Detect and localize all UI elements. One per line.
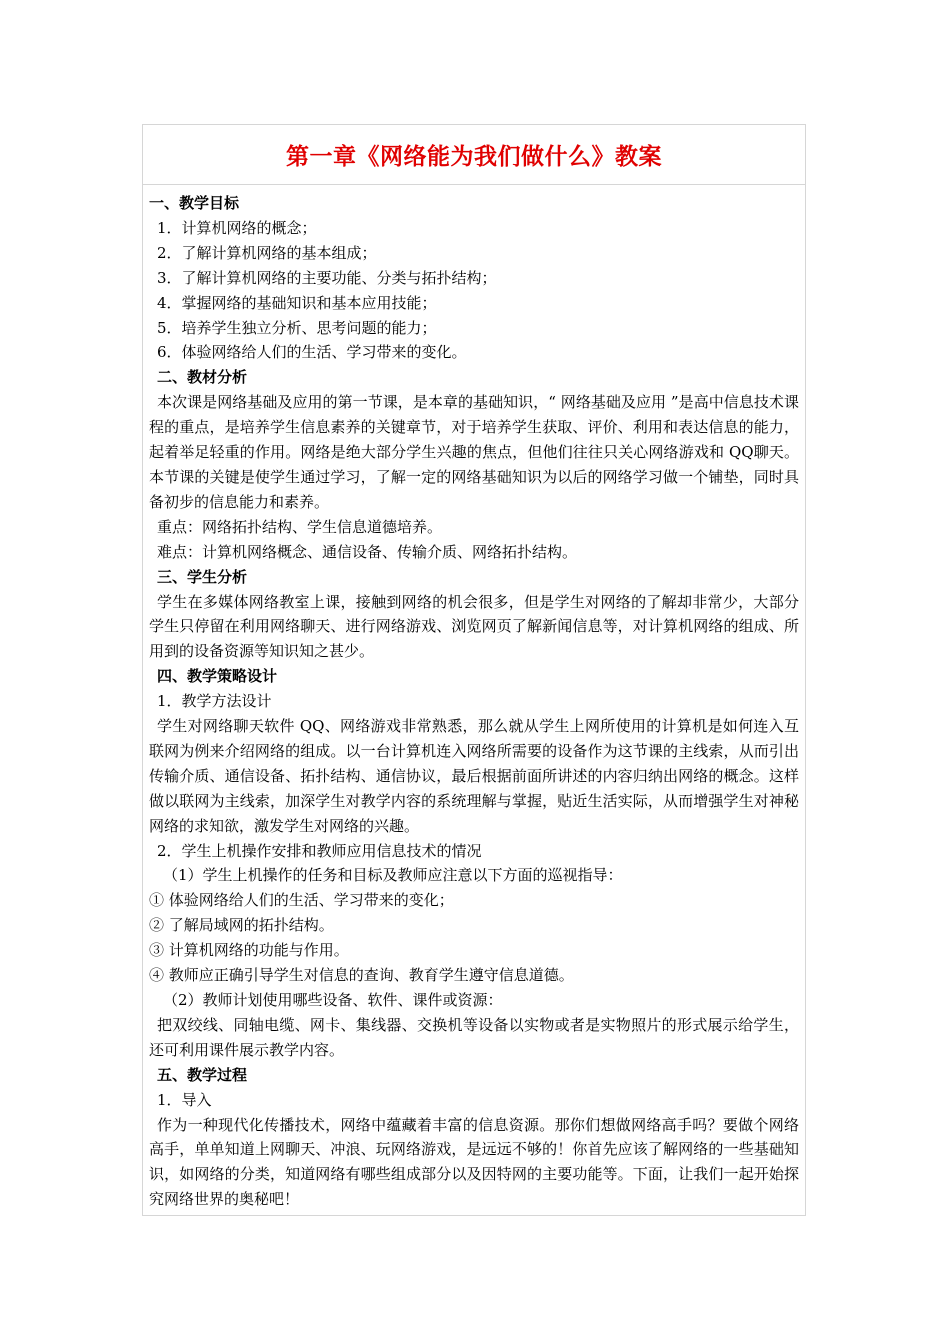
- document-body: [143, 185, 805, 1212]
- student-analysis-paragraph: 学生在多媒体网络教室上课，接触到网络的机会很多，但是学生对网络的了解却非常少，大部分学生只停留在利用网络聊天、进行网络游戏、浏览网页了解新闻信息等，对计算机网络的组成、所用到的设备资源等知识知之甚少。: [149, 592, 799, 661]
- objective-item: 2．了解计算机网络的基本组成；: [157, 243, 377, 262]
- page-title: 第一章《网络能为我们做什么》教案: [286, 144, 662, 170]
- guidance-list-item: ④ 教师应正确引导学生对信息的查询、教育学生遵守信息道德。: [149, 966, 574, 985]
- section-heading-material-analysis: 二、教材分析: [157, 368, 248, 387]
- objective-item: 6．体验网络给人们的生活、学习带来的变化。: [157, 343, 467, 362]
- method-paragraph: 学生对网络聊天软件 QQ、网络游戏非常熟悉，那么就从学生上网所使用的计算机是如何连入互联网为例来介绍网络的组成。以一台计算机连入网络所需要的设备作为这节课的主线索，从而引出传输介质、通信设备、拓扑结构、通信协议，最后根据前面所讲述的内容归纳出网络的概念。这样做以联网为主线索，加深学生对教学内容的系统理解与掌握，贴近生活实际，从而增强学生对神秘网络的求知欲，激发学生对网络的兴趣。: [149, 717, 799, 835]
- resources-paragraph: 把双绞线、同轴电缆、网卡、集线器、交换机等设备以实物或者是实物照片的形式展示给学生，还可利用课件展示教学内容。: [149, 1015, 799, 1059]
- strategy-subheading-operation: 2．学生上机操作安排和教师应用信息技术的情况: [157, 841, 482, 860]
- operation-subitem-1: （1）学生上机操作的任务和目标及教师应注意以下方面的巡视指导：: [163, 866, 623, 885]
- process-subheading-intro: 1．导入: [157, 1090, 212, 1109]
- difficult-points: 难点：计算机网络概念、通信设备、传输介质、网络拓扑结构。: [157, 542, 578, 561]
- guidance-list-item: ③ 计算机网络的功能与作用。: [149, 941, 349, 960]
- guidance-list-item: ① 体验网络给人们的生活、学习带来的变化；: [149, 891, 454, 910]
- key-points: 重点：网络拓扑结构、学生信息道德培养。: [157, 517, 443, 536]
- operation-subitem-2: （2）教师计划使用哪些设备、软件、课件或资源：: [163, 991, 503, 1009]
- objective-item: 1．计算机网络的概念；: [157, 218, 317, 237]
- title-row: [143, 125, 805, 185]
- section-heading-strategy: 四、教学策略设计: [157, 667, 278, 686]
- document-frame: [142, 124, 806, 1216]
- section-heading-student-analysis: 三、学生分析: [157, 567, 248, 586]
- section-heading-process: 五、教学过程: [157, 1065, 248, 1084]
- material-analysis-paragraph: 本次课是网络基础及应用的第一节课，是本章的基础知识，“ 网络基础及应用 ”是高中信息技术课程的重点，是培养学生信息素养的关键章节，对于培养学生获取、评价、利用和表达信息的能力，起着举足轻重的作用。网络是绝大部分学生兴趣的焦点，但他们往往只关心网络游戏和 QQ聊天。本节课的关键是使学生通过学习，了解一定的网络基础知识为以后的网络学习做一个铺垫，同时具备初步的信息能力和素养。: [149, 393, 799, 511]
- guidance-list-item: ② 了解局域网的拓扑结构。: [149, 916, 334, 935]
- strategy-subheading-method: 1．教学方法设计: [157, 692, 272, 711]
- objective-item: 5．培养学生独立分析、思考问题的能力；: [157, 318, 437, 337]
- section-heading-objectives: 一、教学目标: [149, 194, 240, 212]
- intro-paragraph: 作为一种现代化传播技术，网络中蕴藏着丰富的信息资源。那你们想做网络高手吗？要做个网络高手，单单知道上网聊天、冲浪、玩网络游戏，是远远不够的！你首先应该了解网络的一些基础知识，如网络的分类，知道网络有哪些组成部分以及因特网的主要功能等。下面，让我们一起开始探究网络世界的奥秘吧！: [149, 1115, 799, 1209]
- objective-item: 3．了解计算机网络的主要功能、分类与拓扑结构；: [157, 268, 497, 287]
- objective-item: 4．掌握网络的基础知识和基本应用技能；: [157, 293, 437, 312]
